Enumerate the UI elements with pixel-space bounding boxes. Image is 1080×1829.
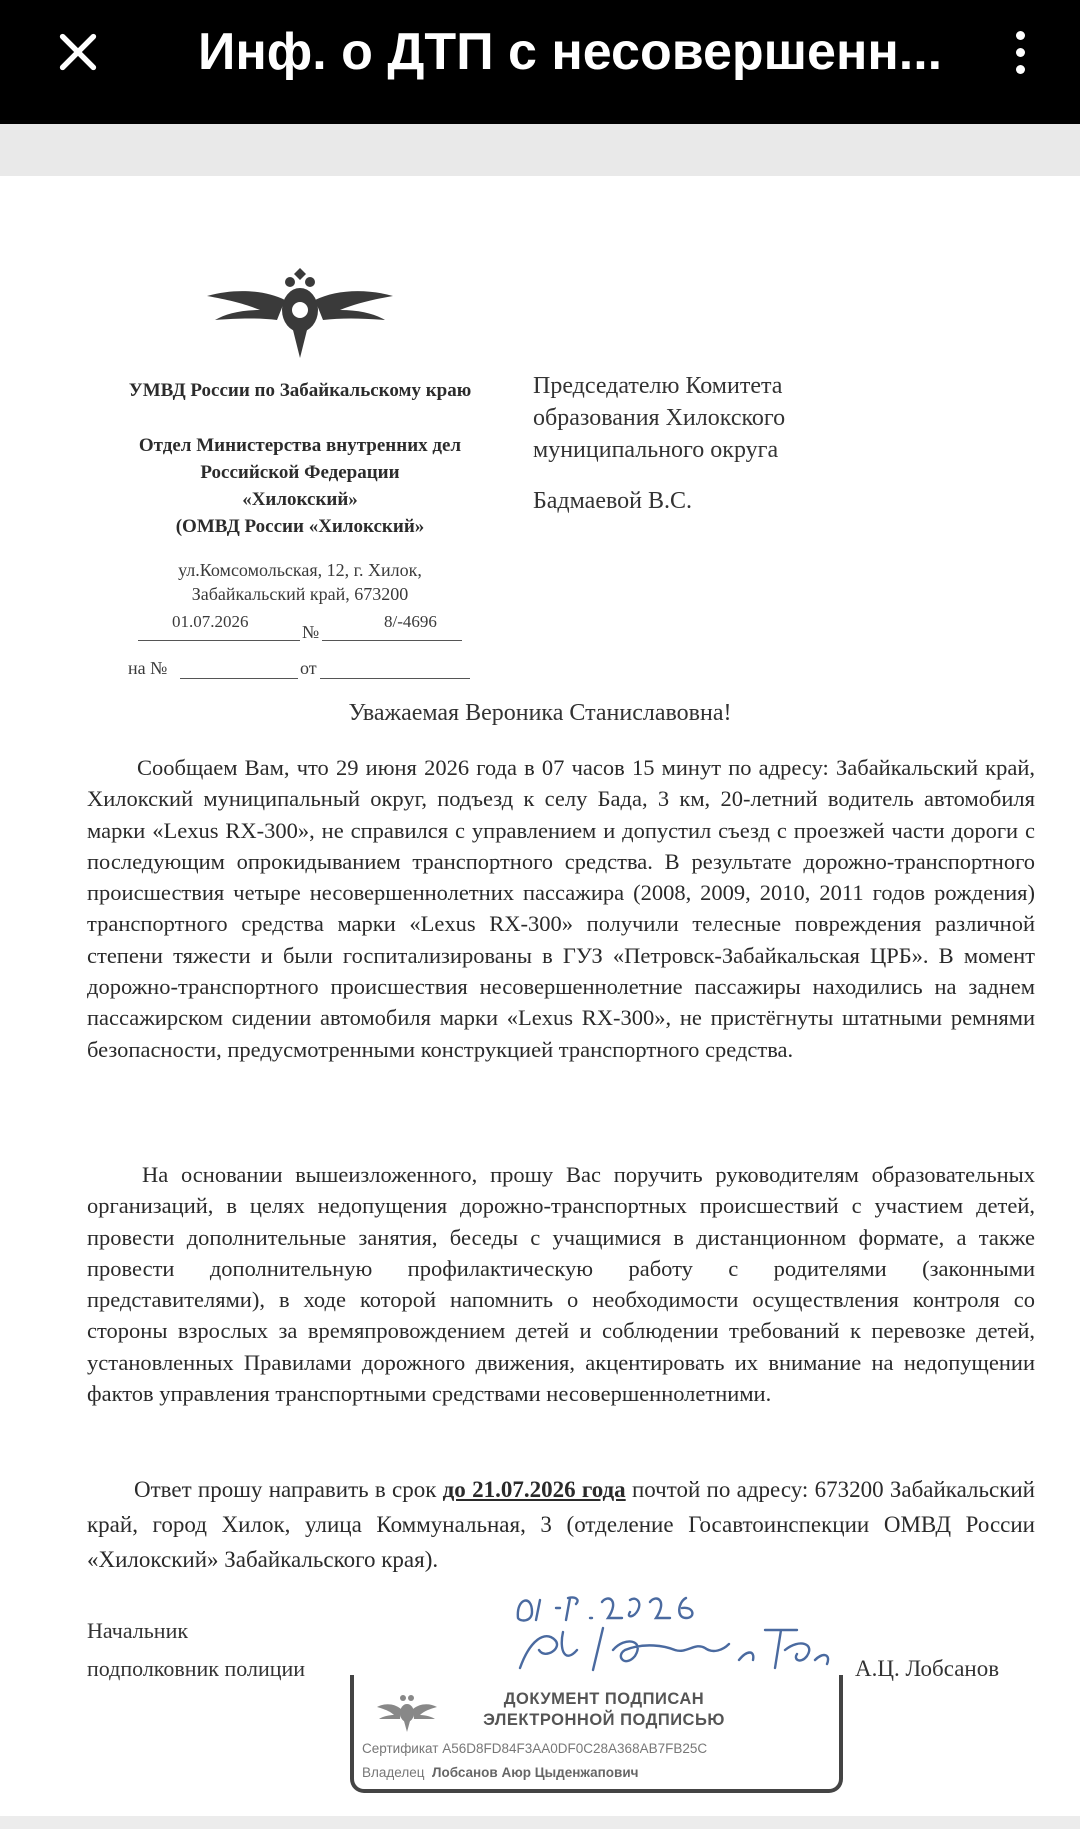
recipient-line: Председателю Комитета bbox=[533, 373, 783, 399]
deadline-address: почтой по адресу: 673200 Забайкальский край, город Хилок, улица Коммунальная, 3 (отделение Госавтоинспекции ОМВД России «Хилокский» Забайкальского края). bbox=[87, 1477, 1035, 1572]
body-paragraph-3 bbox=[87, 1472, 1035, 1577]
salutation: Уважаемая Вероника Станиславовна! bbox=[348, 700, 732, 726]
ref-number-underline bbox=[180, 678, 298, 679]
handwritten-signature bbox=[515, 1620, 835, 1680]
recipient-name: Бадмаевой В.С. bbox=[533, 488, 692, 514]
stamp-title bbox=[454, 1689, 754, 1731]
more-options-button[interactable] bbox=[1000, 20, 1040, 84]
more-dot-icon bbox=[1016, 48, 1025, 57]
ministry-name: УМВД России по Забайкальскому краю bbox=[128, 380, 472, 401]
address-line: Забайкальский край, 673200 bbox=[191, 584, 409, 604]
owner-label: Владелец bbox=[362, 1765, 425, 1780]
stamp-owner bbox=[362, 1765, 638, 1780]
letter-number: 8/-4696 bbox=[384, 612, 437, 631]
close-button[interactable] bbox=[48, 22, 108, 82]
viewer-toolbar-strip bbox=[0, 124, 1080, 176]
ref-from-underline bbox=[320, 678, 470, 679]
stamp-title-line: ЭЛЕКТРОННОЙ ПОДПИСЬЮ bbox=[483, 1711, 725, 1729]
deadline-date: до 21.07.2026 года bbox=[442, 1477, 626, 1502]
body-paragraph-1: Сообщаем Вам, что 29 июня 2026 года в 07 часов 15 минут по адресу: Забайкальский край, Хилокский муниципальный округ, подъезд к селу Бада, 3 км, 20-летний водитель автомобиля марки «Lexus RX-300», не справился с управлением и допустил съезд с проезжей части дороги с последующим опрокидыванием транспортного средства. В результате дорожно-транспортного происшествия четыре несовершеннолетних пассажира (2008, 2009, 2010, 2011 годов рождения) транспортного средства марки «Lexus RX-300» получили телесные повреждения различной степени тяжести и были госпитализированы в ГУЗ «Петровск-Забайкальская ЦРБ». В момент дорожно-транспортного происшествия несовершеннолетние пассажиры находились на заднем пассажирском сидении автомобиля марки «Lexus RX-300», не пристёгнуты штатными ремнями безопасности, предусмотренными конструкцией транспортного средства. bbox=[87, 755, 1035, 1062]
certificate-value: A56D8FD84F3AA0DF0C28A368AB7FB25C bbox=[442, 1741, 708, 1756]
number-label: № bbox=[302, 622, 320, 642]
mvd-emblem-icon bbox=[205, 260, 395, 360]
department-line: Отдел Министерства внутренних дел bbox=[138, 435, 462, 456]
date-underline bbox=[138, 640, 300, 641]
department-block bbox=[90, 432, 510, 540]
letter-date: 01.07.2026 bbox=[172, 612, 249, 631]
certificate-label: Сертификат bbox=[362, 1741, 439, 1756]
stamp-emblem-icon bbox=[376, 1691, 438, 1733]
department-line: «Хилокский» bbox=[242, 489, 358, 510]
stamp-title-line: ДОКУМЕНТ ПОДПИСАН bbox=[503, 1690, 705, 1708]
signer-position: Начальник bbox=[87, 1618, 189, 1643]
close-icon bbox=[56, 30, 100, 74]
deadline-intro: Ответ прошу направить в срок bbox=[134, 1477, 443, 1502]
electronic-signature-stamp bbox=[350, 1675, 843, 1793]
body-paragraph-2: На основании вышеизложенного, прошу Вас поручить руководителям образовательных организаций, в целях недопущения дорожно-транспортных происшествий с участием детей, провести дополнительные занятия, беседы с учащимися в дистанционном формате, а также провести дополнительную профилактическую работу с родителями (законными представителями), в ходе которой напомнить о необходимости осуществления контроля со стороны взрослых за времяпровождением детей и соблюдении требований к перевозке детей, установленных Правилами дорожного движения, акцентировать их внимание на недопущении фактов управления транспортными средствами несовершеннолетними. bbox=[87, 1162, 1035, 1407]
more-dot-icon bbox=[1016, 65, 1025, 74]
signer-name: А.Ц. Лобсанов bbox=[855, 1656, 1000, 1681]
address-line: ул.Комсомольская, 12, г. Хилок, bbox=[178, 560, 422, 580]
recipient-block bbox=[533, 370, 933, 466]
ref-number-label: на № bbox=[128, 658, 168, 678]
department-line: (ОМВД России «Хилокский» bbox=[175, 516, 425, 537]
number-underline bbox=[322, 640, 462, 641]
app-bar bbox=[0, 0, 1080, 124]
document-title: Инф. о ДТП с несовершенн... bbox=[198, 23, 943, 81]
owner-value: Лобсанов Аюр Цыденжапович bbox=[431, 1765, 639, 1780]
department-address bbox=[120, 558, 480, 606]
signer-rank: подполковник полиции bbox=[87, 1656, 306, 1681]
more-dot-icon bbox=[1016, 31, 1025, 40]
recipient-line: муниципального округа bbox=[533, 437, 779, 463]
stamp-certificate bbox=[362, 1741, 707, 1756]
ref-from-label: от bbox=[300, 658, 317, 678]
department-line: Российской Федерации bbox=[200, 462, 400, 483]
viewer-bottom-strip bbox=[0, 1816, 1080, 1829]
recipient-line: образования Хилокского bbox=[533, 405, 786, 431]
